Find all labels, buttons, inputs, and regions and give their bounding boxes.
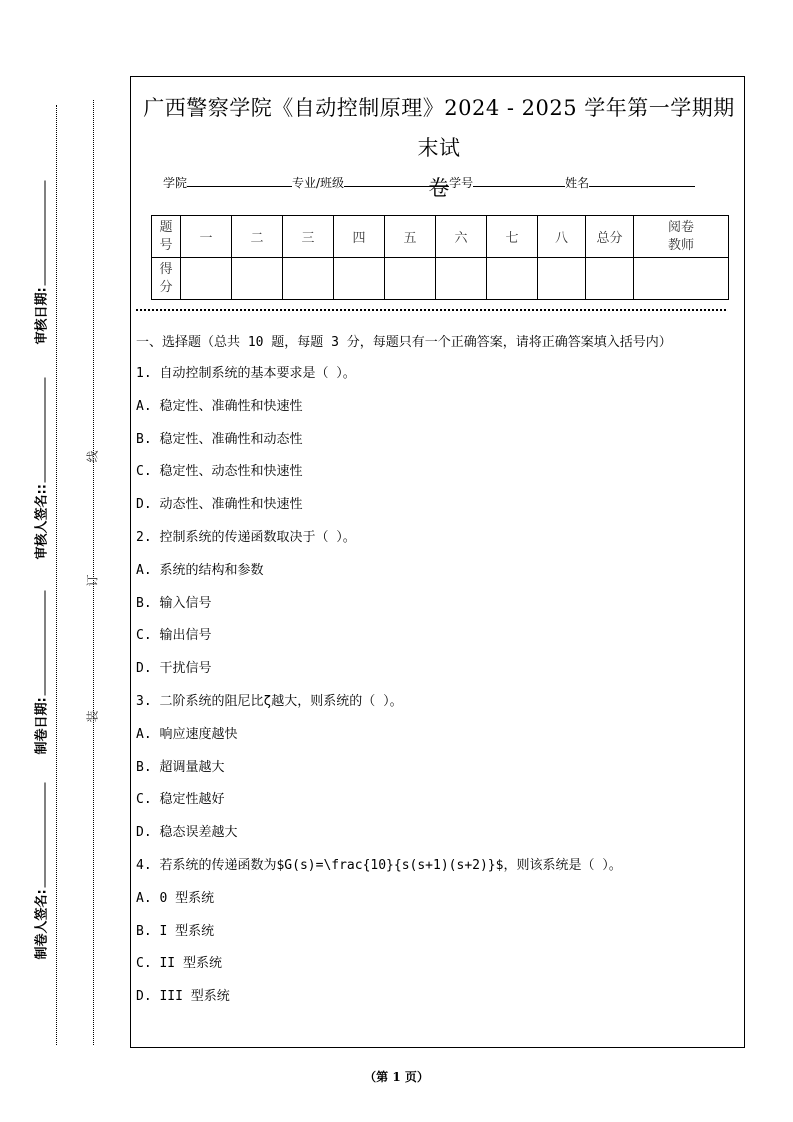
col-total: 总分 [586, 216, 634, 258]
question-line: 1. 自动控制系统的基本要求是（ ）。 [136, 366, 356, 381]
question-line: 4. 若系统的传递函数为$G(s)=\frac{10}{s(s+1)(s+2)}$，则该系统是（ ）。 [136, 857, 622, 873]
option-line: B. 超调量越大 [136, 759, 225, 775]
col-7: 七 [487, 216, 538, 258]
question-line: 2. 控制系统的传递函数取决于（ ）。 [136, 529, 356, 545]
score-cell[interactable] [538, 258, 586, 300]
option-line: C. 稳定性越好 [136, 792, 225, 808]
col-3: 三 [283, 216, 334, 258]
option-line: C. 输出信号 [136, 628, 212, 644]
col-5: 五 [385, 216, 436, 258]
col-reviewer: 阅卷 教师 [634, 216, 729, 258]
margin-dotted-line-outer [56, 105, 57, 1045]
page-number: （第 1 页） [364, 1070, 429, 1084]
student-info-row [163, 174, 695, 191]
score-cell[interactable] [487, 258, 538, 300]
header-cell-score: 得 分 [152, 258, 181, 300]
option-line: B. 输入信号 [136, 595, 212, 611]
option-line: A. 0 型系统 [136, 890, 215, 906]
score-cell-total[interactable] [586, 258, 634, 300]
review-date-field: 审核日期: [31, 185, 50, 345]
margin-line-char: 线 [85, 450, 100, 463]
id-label: 学号 [449, 176, 474, 190]
col-6: 六 [436, 216, 487, 258]
margin-order-char: 订 [85, 574, 100, 587]
college-label: 学院 [163, 176, 188, 190]
score-table [151, 215, 729, 300]
option-line: B. I 型系统 [136, 923, 215, 939]
margin-dotted-line-inner [93, 100, 94, 1045]
col-1: 一 [181, 216, 232, 258]
major-label: 专业/班级 [292, 176, 345, 190]
option-line: A. 稳定性、准确性和快速性 [136, 398, 303, 414]
score-cell[interactable] [334, 258, 385, 300]
col-2: 二 [232, 216, 283, 258]
option-line: C. 稳定性、动态性和快速性 [136, 464, 303, 480]
col-4: 四 [334, 216, 385, 258]
exam-title-line1: 广西警察学院《自动控制原理》2024 - 2025 学年第一学期期末试 [143, 96, 735, 160]
name-label: 姓名 [565, 176, 590, 190]
option-line: D. 干扰信号 [136, 661, 212, 677]
section-heading: 一、选择题（总共 10 题，每题 3 分，每题只有一个正确答案，请将正确答案填入括号内） [136, 335, 672, 350]
col-8: 八 [538, 216, 586, 258]
reviewer-sign-field: 审核人签名:: [31, 390, 50, 560]
option-line: D. III 型系统 [136, 989, 230, 1005]
header-cell-question: 题 号 [152, 216, 181, 258]
question-line: 3. 二阶系统的阻尼比ζ越大，则系统的（ ）。 [136, 693, 403, 709]
name-blank[interactable] [589, 174, 695, 187]
college-blank[interactable] [187, 174, 292, 187]
option-line: D. 动态性、准确性和快速性 [136, 497, 303, 513]
dotted-separator [136, 309, 726, 311]
make-date-field: 制卷日期: [31, 595, 50, 755]
id-blank[interactable] [473, 174, 565, 187]
major-blank[interactable] [344, 174, 449, 187]
score-cell[interactable] [232, 258, 283, 300]
option-line: C. II 型系统 [136, 956, 222, 972]
maker-sign-field: 制卷人签名: [31, 790, 50, 960]
score-cell[interactable] [283, 258, 334, 300]
option-line: A. 响应速度越快 [136, 726, 238, 742]
option-line: A. 系统的结构和参数 [136, 562, 264, 578]
score-cell[interactable] [181, 258, 232, 300]
exam-title-line2: 卷 [428, 176, 450, 200]
score-cell[interactable] [436, 258, 487, 300]
margin-bind-char: 装 [85, 710, 100, 723]
exam-content [136, 332, 740, 1020]
option-line: D. 稳态误差越大 [136, 825, 238, 841]
score-cell-reviewer[interactable] [634, 258, 729, 300]
score-cell[interactable] [385, 258, 436, 300]
option-line: B. 稳定性、准确性和动态性 [136, 431, 303, 447]
